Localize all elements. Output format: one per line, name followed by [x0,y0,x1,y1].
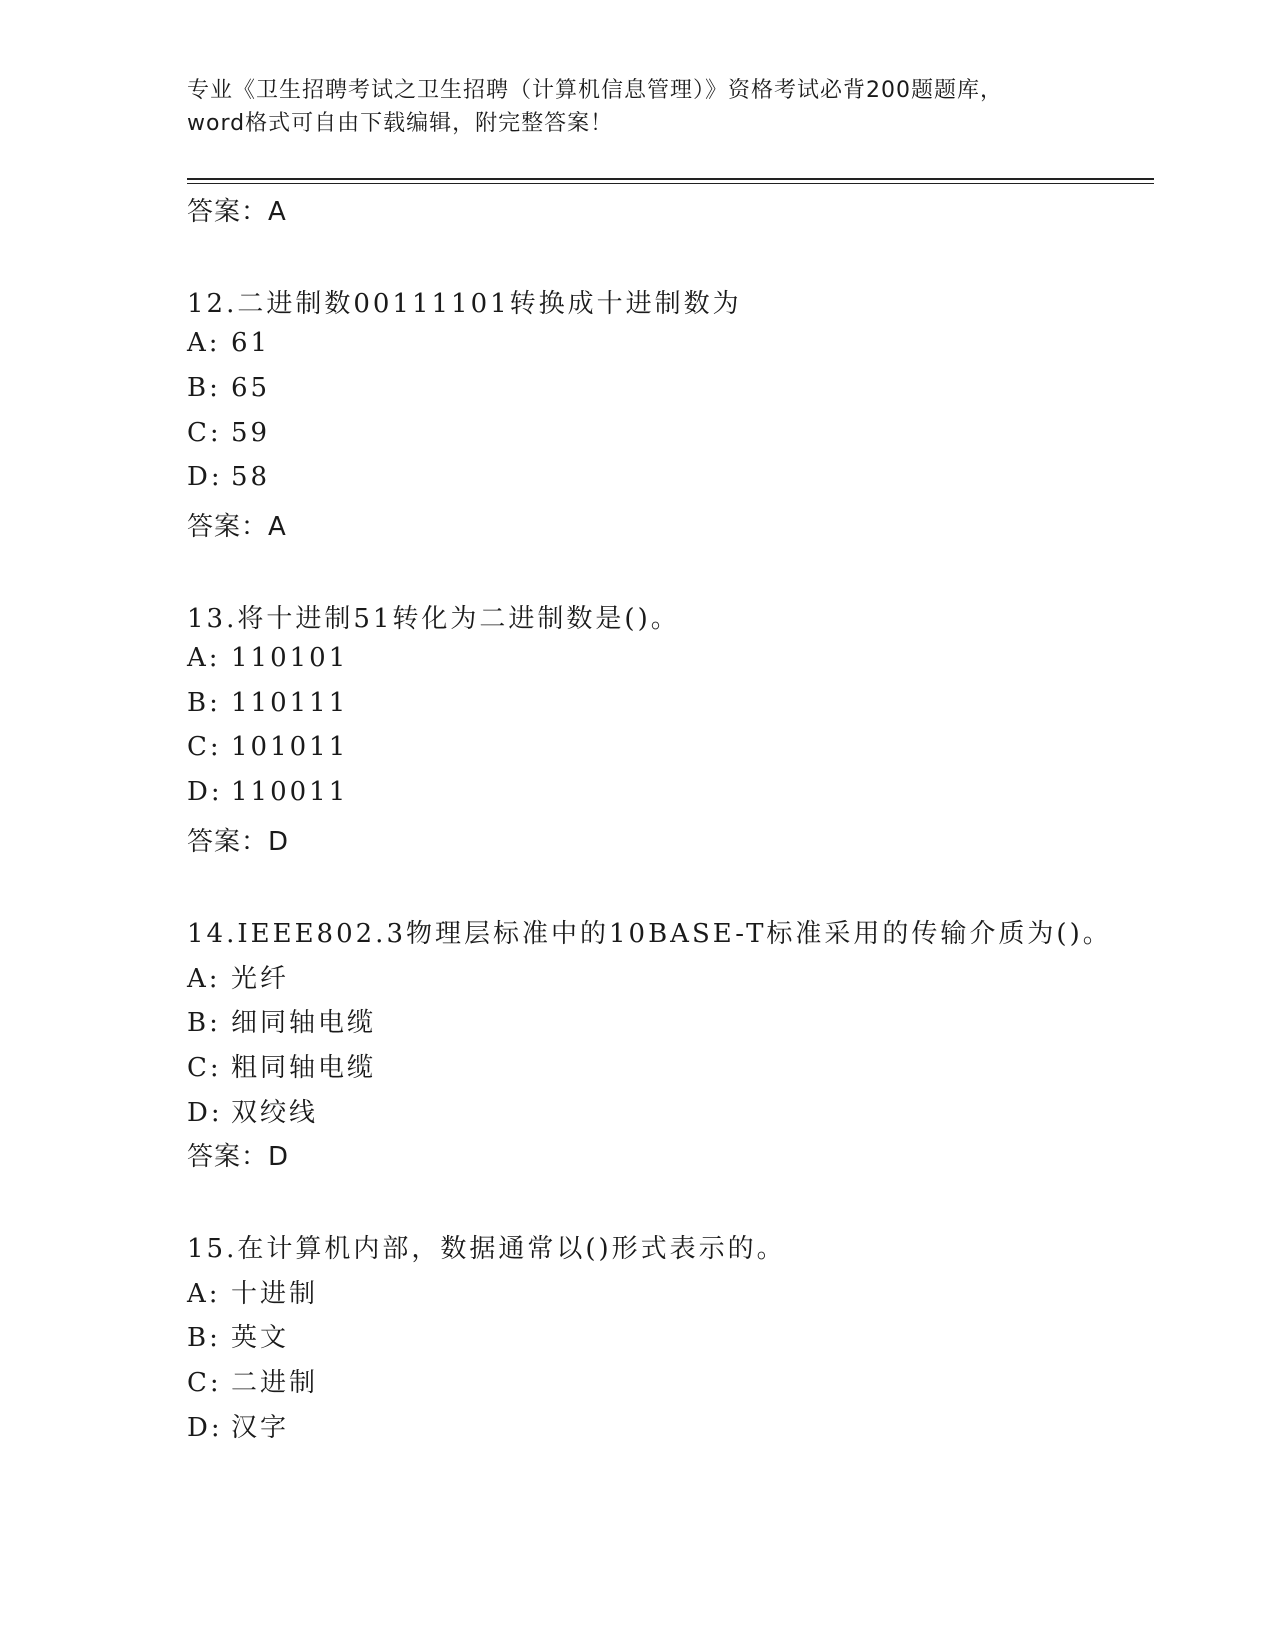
option-letter: C: [187,732,222,762]
option-b [187,1317,289,1354]
header-line-2: word格式可自由下载编辑，附完整答案！ [187,111,614,136]
option-letter: B: [187,373,221,403]
answer-label: 答案：A [187,512,287,542]
option-text: 光纤 [231,964,290,994]
option-d [187,462,270,492]
option-d [187,1407,289,1444]
header-divider-thick [187,178,1154,180]
answer-label: 答案：A [187,197,287,227]
option-text: 双绞线 [231,1098,319,1128]
option-a [187,643,348,673]
document-header [187,74,1087,140]
option-b [187,373,270,403]
option-letter: A: [187,328,221,358]
option-text: 58 [231,462,271,492]
option-c [187,1362,318,1399]
option-text: 英文 [231,1323,290,1353]
option-b [187,1002,376,1039]
option-letter: D: [187,777,223,807]
option-text: 汉字 [231,1413,290,1443]
option-c [187,732,348,762]
option-text: 二进制 [231,1368,319,1398]
option-text: 110101 [231,643,349,673]
option-letter: A: [187,643,221,673]
option-letter: B: [187,688,221,718]
option-letter: D: [187,462,223,492]
option-text: 粗同轴电缆 [231,1053,377,1083]
option-a [187,958,289,995]
option-a [187,1273,318,1310]
option-b [187,688,348,718]
option-a [187,328,270,358]
option-d [187,1092,318,1129]
option-letter: D: [187,1098,223,1128]
option-text: 65 [231,373,271,403]
option-letter: B: [187,1008,221,1038]
option-text: 61 [231,328,271,358]
option-d [187,777,348,807]
option-text: 细同轴电缆 [231,1008,377,1038]
header-line-1: 专业《卫生招聘考试之卫生招聘（计算机信息管理）》资格考试必背200题题库， [187,78,1003,103]
option-letter: C: [187,418,222,448]
question-stem: 12.二进制数00111101转换成十进制数为 [187,289,742,319]
answer-label: 答案：D [187,827,290,857]
option-letter: A: [187,1279,221,1309]
option-c [187,1047,376,1084]
option-text: 110011 [231,777,349,807]
option-letter: B: [187,1323,221,1353]
option-text: 59 [231,418,271,448]
option-c [187,418,270,448]
option-letter: A: [187,964,221,994]
answer-label: 答案：D [187,1142,290,1172]
option-text: 101011 [231,732,349,762]
question-stem: 13.将十进制51转化为二进制数是()。 [187,604,680,634]
header-divider-thin [187,183,1154,184]
option-letter: C: [187,1053,222,1083]
question-stem: 14.IEEE802.3物理层标准中的10BASE-T标准采用的传输介质为()。 [187,919,1112,949]
question-stem: 15.在计算机内部，数据通常以()形式表示的。 [187,1234,786,1264]
option-text: 十进制 [231,1279,319,1309]
option-letter: C: [187,1368,222,1398]
option-letter: D: [187,1413,223,1443]
option-text: 110111 [231,688,349,718]
